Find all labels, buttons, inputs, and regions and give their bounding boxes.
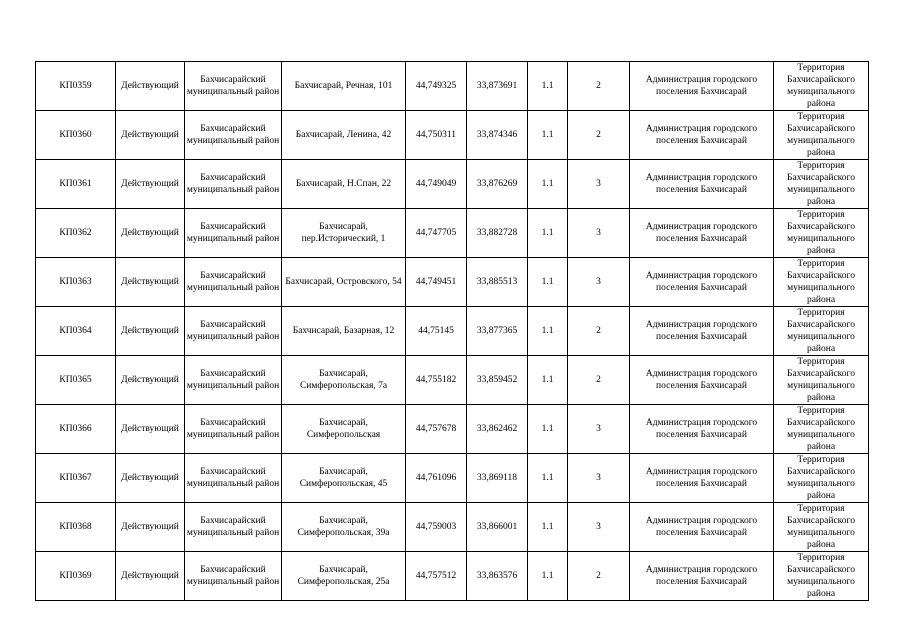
status-cell: Действующий: [116, 62, 185, 111]
container-count-cell: 3: [568, 503, 630, 552]
owner-cell: Администрация городского поселения Бахчисарай: [630, 405, 774, 454]
territory-cell: Территория Бахчисарайского муниципального района: [774, 258, 869, 307]
latitude-cell: 44,749451: [406, 258, 467, 307]
owner-cell: Администрация городского поселения Бахчисарай: [630, 552, 774, 601]
longitude-cell: 33,876269: [467, 160, 528, 209]
owner-cell: Администрация городского поселения Бахчисарай: [630, 62, 774, 111]
latitude-cell: 44,75145: [406, 307, 467, 356]
address-cell: Бахчисарай, Симферопольская: [282, 405, 406, 454]
address-cell: Бахчисарай, Н.Спан, 22: [282, 160, 406, 209]
status-cell: Действующий: [116, 454, 185, 503]
status-cell: Действующий: [116, 552, 185, 601]
longitude-cell: 33,877365: [467, 307, 528, 356]
status-cell: Действующий: [116, 209, 185, 258]
district-cell: Бахчисарайский муниципальный район: [185, 307, 282, 356]
point-code-cell: КП0366: [36, 405, 116, 454]
status-cell: Действующий: [116, 405, 185, 454]
latitude-cell: 44,761096: [406, 454, 467, 503]
longitude-cell: 33,866001: [467, 503, 528, 552]
table-row: [36, 405, 869, 454]
container-count-cell: 2: [568, 356, 630, 405]
longitude-cell: 33,885513: [467, 258, 528, 307]
owner-cell: Администрация городского поселения Бахчисарай: [630, 503, 774, 552]
district-cell: Бахчисарайский муниципальный район: [185, 160, 282, 209]
container-count-cell: 2: [568, 307, 630, 356]
table-row: [36, 552, 869, 601]
container-volume-cell: 1.1: [528, 405, 568, 454]
status-cell: Действующий: [116, 503, 185, 552]
address-cell: Бахчисарай, пер.Исторический, 1: [282, 209, 406, 258]
address-cell: Бахчисарай, Ленина, 42: [282, 111, 406, 160]
table-row: [36, 62, 869, 111]
owner-cell: Администрация городского поселения Бахчисарай: [630, 258, 774, 307]
latitude-cell: 44,750311: [406, 111, 467, 160]
table-row: [36, 356, 869, 405]
latitude-cell: 44,759003: [406, 503, 467, 552]
point-code-cell: КП0360: [36, 111, 116, 160]
status-cell: Действующий: [116, 111, 185, 160]
point-code-cell: КП0362: [36, 209, 116, 258]
latitude-cell: 44,757678: [406, 405, 467, 454]
container-count-cell: 3: [568, 209, 630, 258]
table-body: [36, 62, 869, 601]
longitude-cell: 33,863576: [467, 552, 528, 601]
table-row: [36, 454, 869, 503]
point-code-cell: КП0363: [36, 258, 116, 307]
table-row: [36, 307, 869, 356]
container-count-cell: 3: [568, 454, 630, 503]
longitude-cell: 33,882728: [467, 209, 528, 258]
point-code-cell: КП0361: [36, 160, 116, 209]
table-row: [36, 209, 869, 258]
district-cell: Бахчисарайский муниципальный район: [185, 111, 282, 160]
owner-cell: Администрация городского поселения Бахчисарай: [630, 356, 774, 405]
container-count-cell: 3: [568, 258, 630, 307]
table-row: [36, 111, 869, 160]
container-volume-cell: 1.1: [528, 62, 568, 111]
district-cell: Бахчисарайский муниципальный район: [185, 454, 282, 503]
territory-cell: Территория Бахчисарайского муниципального района: [774, 552, 869, 601]
point-code-cell: КП0365: [36, 356, 116, 405]
container-count-cell: 2: [568, 111, 630, 160]
table-row: [36, 160, 869, 209]
status-cell: Действующий: [116, 258, 185, 307]
point-code-cell: КП0368: [36, 503, 116, 552]
container-volume-cell: 1.1: [528, 552, 568, 601]
district-cell: Бахчисарайский муниципальный район: [185, 552, 282, 601]
longitude-cell: 33,874346: [467, 111, 528, 160]
territory-cell: Территория Бахчисарайского муниципального района: [774, 356, 869, 405]
point-code-cell: КП0364: [36, 307, 116, 356]
owner-cell: Администрация городского поселения Бахчисарай: [630, 209, 774, 258]
table-row: [36, 258, 869, 307]
territory-cell: Территория Бахчисарайского муниципального района: [774, 454, 869, 503]
address-cell: Бахчисарай, Симферопольская, 7а: [282, 356, 406, 405]
owner-cell: Администрация городского поселения Бахчисарай: [630, 454, 774, 503]
container-volume-cell: 1.1: [528, 160, 568, 209]
point-code-cell: КП0369: [36, 552, 116, 601]
latitude-cell: 44,747705: [406, 209, 467, 258]
district-cell: Бахчисарайский муниципальный район: [185, 356, 282, 405]
container-volume-cell: 1.1: [528, 111, 568, 160]
district-cell: Бахчисарайский муниципальный район: [185, 503, 282, 552]
container-volume-cell: 1.1: [528, 307, 568, 356]
longitude-cell: 33,873691: [467, 62, 528, 111]
district-cell: Бахчисарайский муниципальный район: [185, 209, 282, 258]
container-count-cell: 2: [568, 552, 630, 601]
container-count-cell: 3: [568, 405, 630, 454]
address-cell: Бахчисарай, Симферопольская, 39а: [282, 503, 406, 552]
container-volume-cell: 1.1: [528, 258, 568, 307]
status-cell: Действующий: [116, 356, 185, 405]
district-cell: Бахчисарайский муниципальный район: [185, 405, 282, 454]
territory-cell: Территория Бахчисарайского муниципального района: [774, 111, 869, 160]
longitude-cell: 33,862462: [467, 405, 528, 454]
district-cell: Бахчисарайский муниципальный район: [185, 62, 282, 111]
address-cell: Бахчисарай, Островского, 54: [282, 258, 406, 307]
address-cell: Бахчисарай, Симферопольская, 25а: [282, 552, 406, 601]
latitude-cell: 44,749325: [406, 62, 467, 111]
territory-cell: Территория Бахчисарайского муниципального района: [774, 209, 869, 258]
latitude-cell: 44,749049: [406, 160, 467, 209]
container-volume-cell: 1.1: [528, 503, 568, 552]
container-volume-cell: 1.1: [528, 209, 568, 258]
territory-cell: Территория Бахчисарайского муниципального района: [774, 307, 869, 356]
territory-cell: Территория Бахчисарайского муниципального района: [774, 160, 869, 209]
point-code-cell: КП0359: [36, 62, 116, 111]
point-code-cell: КП0367: [36, 454, 116, 503]
owner-cell: Администрация городского поселения Бахчисарай: [630, 111, 774, 160]
table-row: [36, 503, 869, 552]
district-cell: Бахчисарайский муниципальный район: [185, 258, 282, 307]
status-cell: Действующий: [116, 307, 185, 356]
address-cell: Бахчисарай, Речная, 101: [282, 62, 406, 111]
owner-cell: Администрация городского поселения Бахчисарай: [630, 307, 774, 356]
container-count-cell: 2: [568, 62, 630, 111]
container-volume-cell: 1.1: [528, 356, 568, 405]
longitude-cell: 33,869118: [467, 454, 528, 503]
collection-points-table: [35, 61, 869, 601]
latitude-cell: 44,757512: [406, 552, 467, 601]
container-volume-cell: 1.1: [528, 454, 568, 503]
status-cell: Действующий: [116, 160, 185, 209]
container-count-cell: 3: [568, 160, 630, 209]
longitude-cell: 33,859452: [467, 356, 528, 405]
address-cell: Бахчисарай, Базарная, 12: [282, 307, 406, 356]
territory-cell: Территория Бахчисарайского муниципального района: [774, 405, 869, 454]
territory-cell: Территория Бахчисарайского муниципального района: [774, 503, 869, 552]
address-cell: Бахчисарай, Симферопольская, 45: [282, 454, 406, 503]
territory-cell: Территория Бахчисарайского муниципального района: [774, 62, 869, 111]
owner-cell: Администрация городского поселения Бахчисарай: [630, 160, 774, 209]
latitude-cell: 44,755182: [406, 356, 467, 405]
